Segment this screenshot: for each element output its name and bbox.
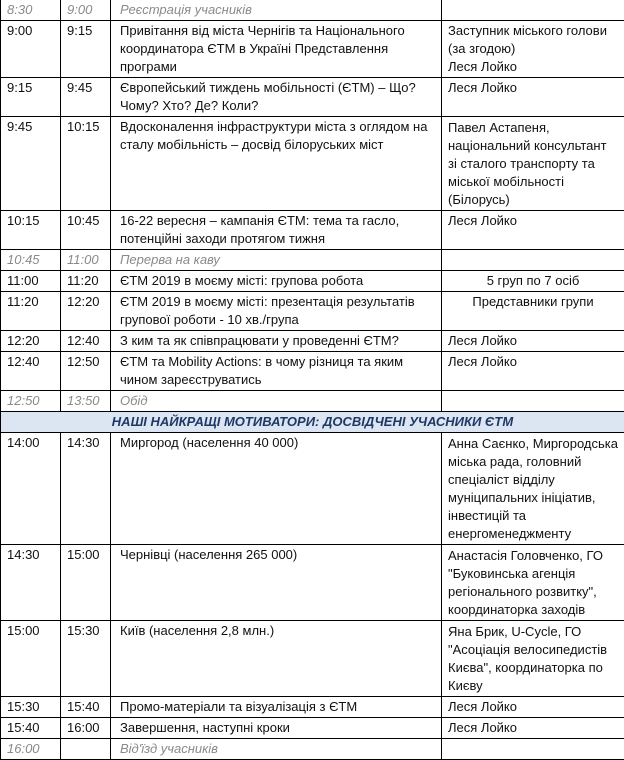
speaker: Анна Саєнко, Миргородська міська рада, головний спеціаліст відділу муніципальних ініціатив, інвестицій та енергоменеджменту — [442, 433, 624, 545]
start-time: 12:50 — [1, 391, 61, 412]
speaker: Леся Лойко — [442, 331, 624, 352]
end-time: 15:30 — [61, 621, 111, 697]
end-time: 10:45 — [61, 211, 111, 250]
end-time: 13:50 — [61, 391, 111, 412]
agenda-row — [1, 391, 624, 412]
session-title: Перерва на каву — [111, 250, 442, 271]
agenda-row — [1, 0, 624, 21]
speaker: Леся Лойко — [442, 718, 624, 739]
end-time: 9:15 — [61, 21, 111, 78]
agenda-row — [1, 211, 624, 250]
speaker: Представники групи — [442, 292, 624, 331]
start-time: 14:30 — [1, 545, 61, 621]
speaker: Леся Лойко — [442, 211, 624, 250]
agenda-row — [1, 545, 624, 621]
speaker: Заступник міського голови (за згодою) Леся Лойко — [442, 21, 624, 78]
session-title: Чернівці (населення 265 000) — [111, 545, 442, 621]
speaker — [442, 0, 624, 21]
agenda-row — [1, 621, 624, 697]
start-time: 8:30 — [1, 0, 61, 21]
speaker: 5 груп по 7 осіб — [442, 271, 624, 292]
start-time: 15:30 — [1, 697, 61, 718]
speaker: Анастасія Головченко, ГО "Буковинська агенція регіонального розвитку", координаторка заходів — [442, 545, 624, 621]
end-time: 15:00 — [61, 545, 111, 621]
agenda-row — [1, 292, 624, 331]
session-title: ЄТМ 2019 в моєму місті: презентація результатів групової роботи - 10 хв./група — [111, 292, 442, 331]
speaker: Леся Лойко — [442, 352, 624, 391]
start-time: 15:40 — [1, 718, 61, 739]
agenda-row — [1, 117, 624, 211]
end-time: 11:00 — [61, 250, 111, 271]
start-time: 11:20 — [1, 292, 61, 331]
end-time: 14:30 — [61, 433, 111, 545]
start-time: 10:15 — [1, 211, 61, 250]
start-time: 14:00 — [1, 433, 61, 545]
start-time: 11:00 — [1, 271, 61, 292]
speaker — [442, 739, 624, 760]
agenda-row — [1, 331, 624, 352]
end-time: 9:45 — [61, 78, 111, 117]
start-time: 9:00 — [1, 21, 61, 78]
session-title: 16-22 вересня – кампанія ЄТМ: тема та гасло, потенційні заходи протягом тижня — [111, 211, 442, 250]
session-title: ЄТМ 2019 в моєму місті: групова робота — [111, 271, 442, 292]
session-title: ЄТМ та Mobility Actions: в чому різниця та яким чином зареєструватись — [111, 352, 442, 391]
start-time: 16:00 — [1, 739, 61, 760]
end-time: 15:40 — [61, 697, 111, 718]
section-title: НАШІ НАЙКРАЩІ МОТИВАТОРИ: ДОСВІДЧЕНІ УЧАСНИКИ ЄТМ — [1, 412, 624, 433]
start-time: 9:45 — [1, 117, 61, 211]
session-title: Привітання від міста Чернігів та Національного координатора ЄТМ в Україні Представлення програми — [111, 21, 442, 78]
session-title: Завершення, наступні кроки — [111, 718, 442, 739]
end-time: 10:15 — [61, 117, 111, 211]
session-title: Миргород (населення 40 000) — [111, 433, 442, 545]
start-time: 10:45 — [1, 250, 61, 271]
start-time: 9:15 — [1, 78, 61, 117]
end-time: 16:00 — [61, 718, 111, 739]
agenda-row — [1, 271, 624, 292]
session-title: Обід — [111, 391, 442, 412]
agenda-row — [1, 433, 624, 545]
speaker: Леся Лойко — [442, 697, 624, 718]
agenda-row — [1, 78, 624, 117]
agenda-row — [1, 21, 624, 78]
speaker: Леся Лойко — [442, 78, 624, 117]
speaker: Павел Астапеня, національний консультант зі сталого транспорту та міської мобільності (Білорусь) — [442, 117, 624, 211]
session-title: Європейський тиждень мобільності (ЄТМ) – Що? Чому? Хто? Де? Коли? — [111, 78, 442, 117]
end-time — [61, 739, 111, 760]
end-time: 9:00 — [61, 0, 111, 21]
agenda-row — [1, 697, 624, 718]
start-time: 15:00 — [1, 621, 61, 697]
section-header-row — [1, 412, 624, 433]
session-title: З ким та як співпрацювати у проведенні ЄТМ? — [111, 331, 442, 352]
end-time: 12:20 — [61, 292, 111, 331]
speaker: Яна Брик, U-Cycle, ГО "Асоціація велосипедистів Києва", координаторка по Києву — [442, 621, 624, 697]
session-title: Вдосконалення інфраструктури міста з оглядом на сталу мобільність – досвід білоруських міст — [111, 117, 442, 211]
start-time: 12:20 — [1, 331, 61, 352]
end-time: 12:50 — [61, 352, 111, 391]
end-time: 11:20 — [61, 271, 111, 292]
end-time: 12:40 — [61, 331, 111, 352]
session-title: Київ (населення 2,8 млн.) — [111, 621, 442, 697]
agenda-row — [1, 352, 624, 391]
session-title: Від'їзд учасників — [111, 739, 442, 760]
agenda-row — [1, 739, 624, 760]
session-title: Реєстрація учасників — [111, 0, 442, 21]
speaker — [442, 250, 624, 271]
session-title: Промо-матеріали та візуалізація з ЄТМ — [111, 697, 442, 718]
agenda-row — [1, 250, 624, 271]
start-time: 12:40 — [1, 352, 61, 391]
agenda-row — [1, 718, 624, 739]
speaker — [442, 391, 624, 412]
